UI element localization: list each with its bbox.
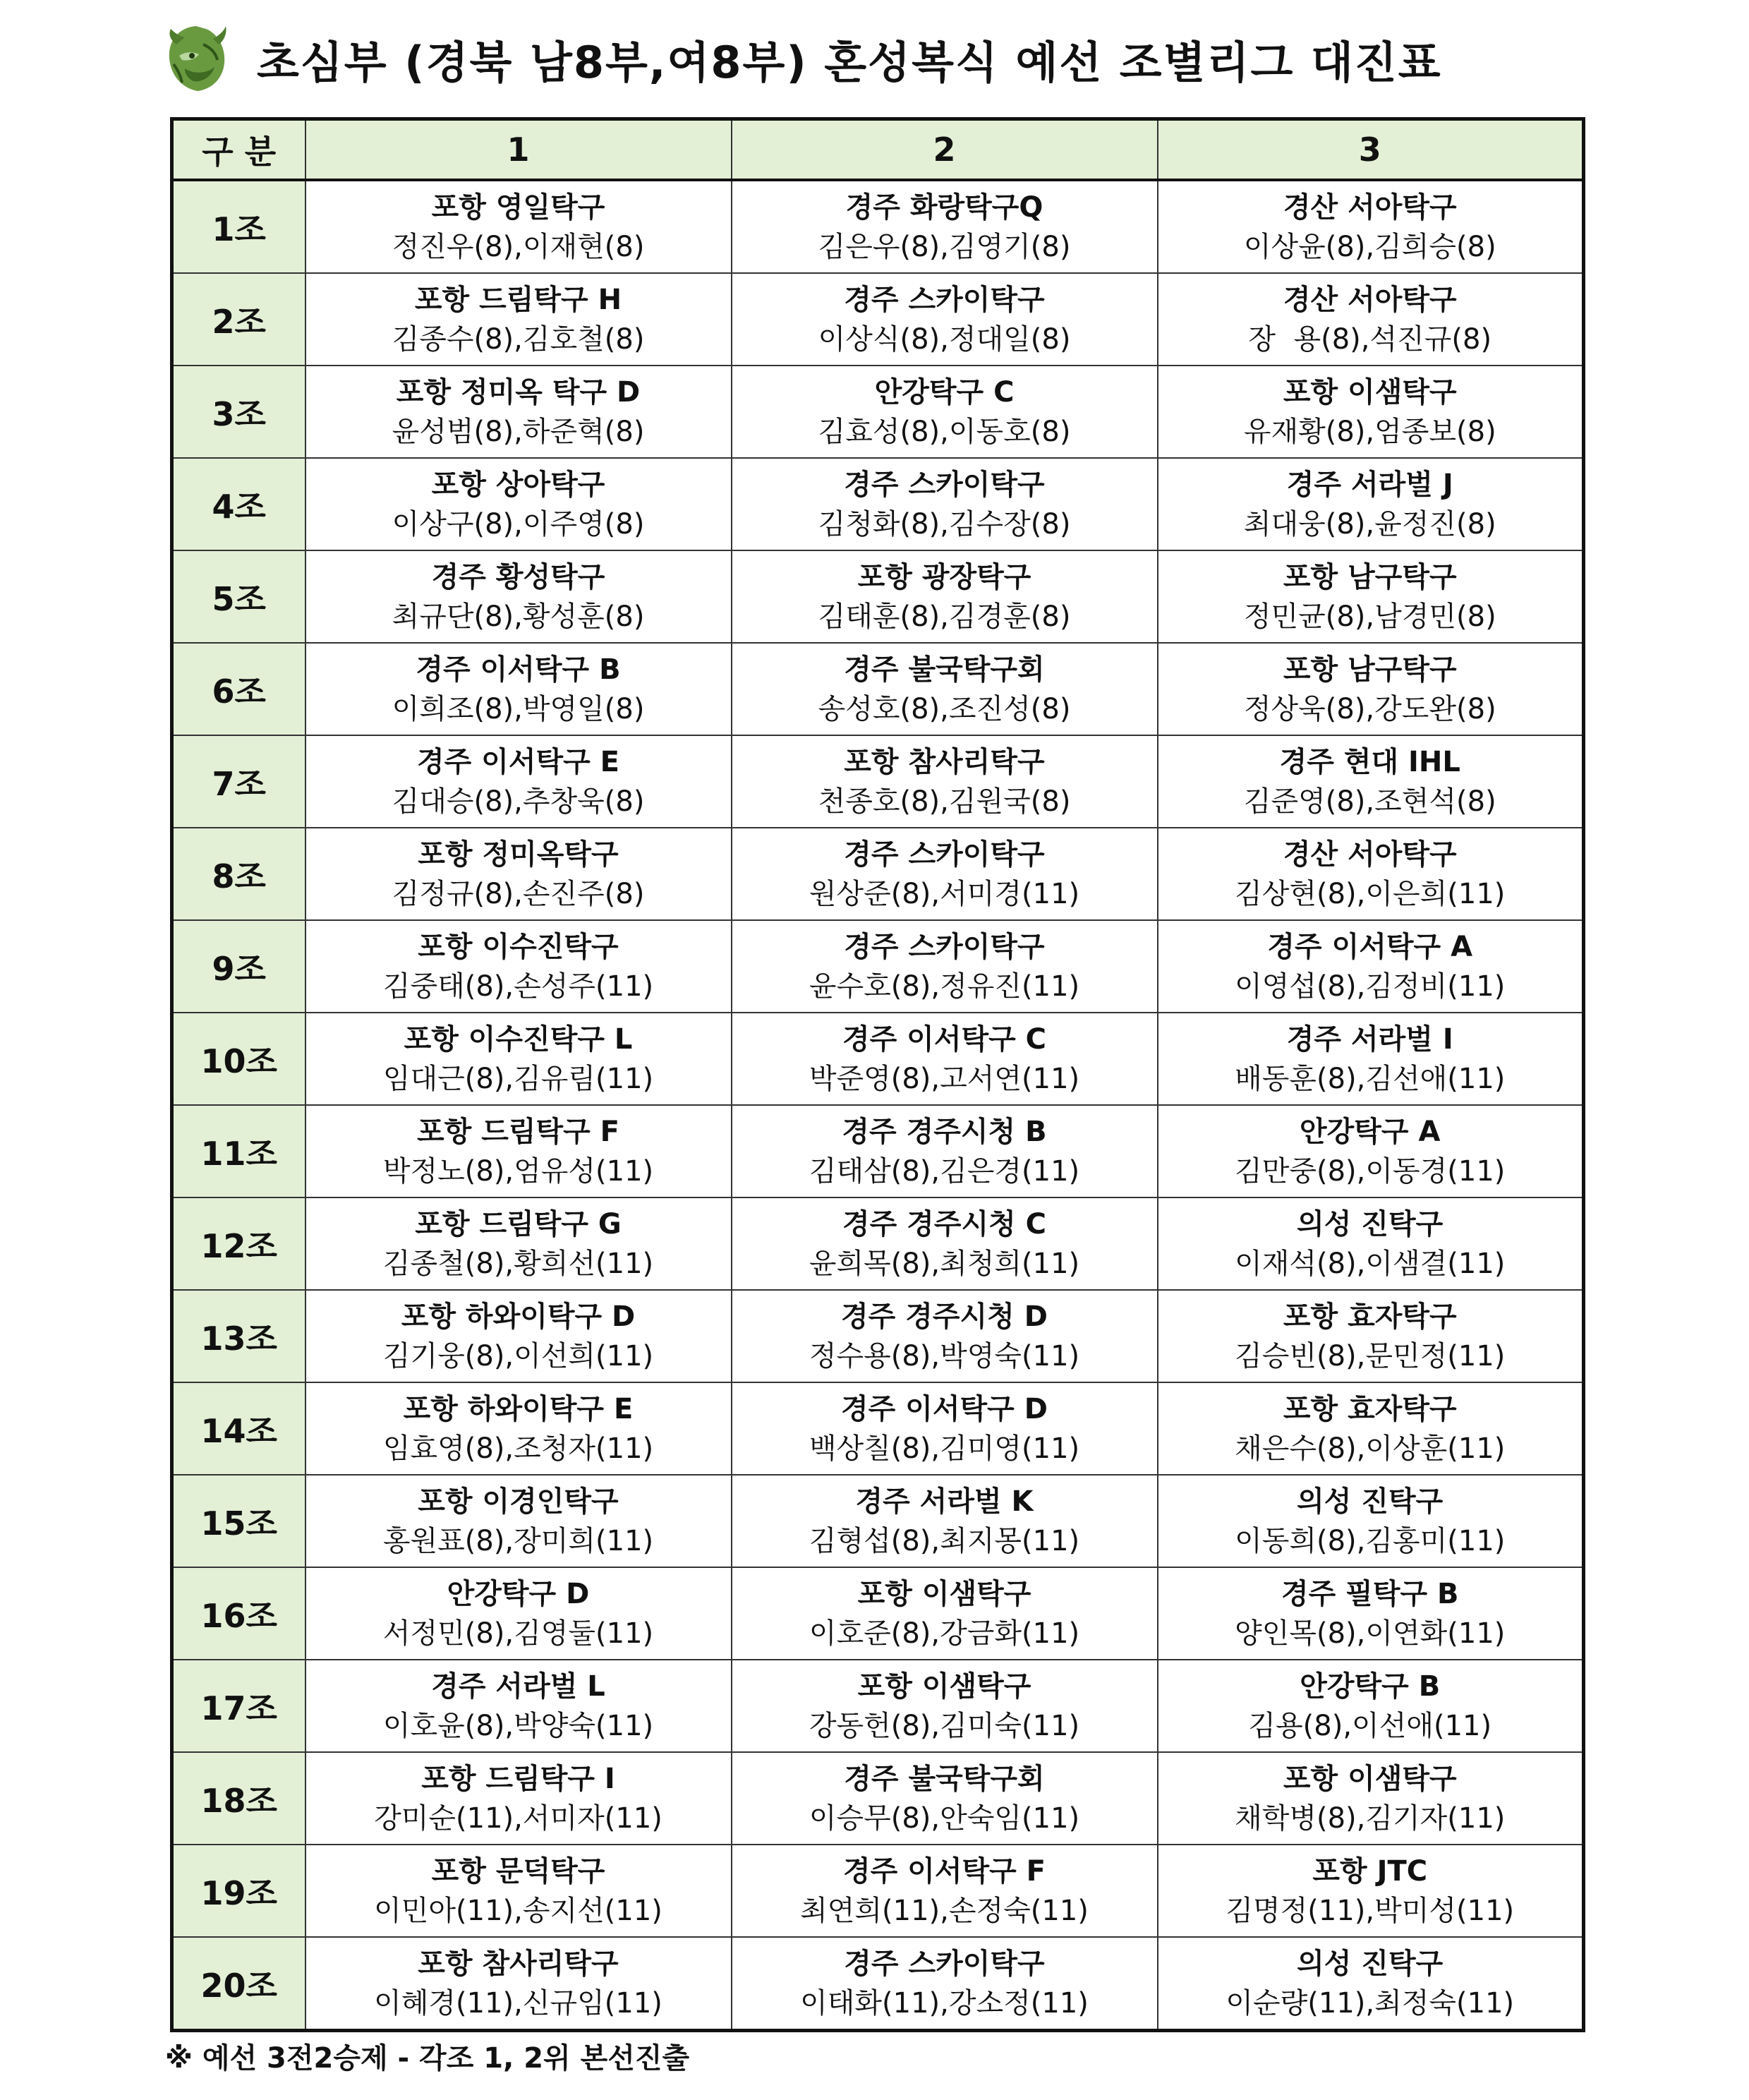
team-cell bbox=[732, 1382, 1158, 1475]
player-pair: 김중태(8),손성주(11) bbox=[382, 970, 654, 1003]
team-cell bbox=[732, 828, 1158, 920]
team-cell bbox=[732, 366, 1158, 458]
player-pair: 이호준(8),강금화(11) bbox=[809, 1617, 1080, 1650]
group-label: 7조 bbox=[172, 735, 305, 828]
player-pair: 이재석(8),이샘결(11) bbox=[1235, 1247, 1506, 1280]
table-row bbox=[172, 828, 1584, 920]
team-cell bbox=[305, 1105, 732, 1197]
player-pair: 정민균(8),남경민(8) bbox=[1243, 600, 1496, 633]
table-row bbox=[172, 1845, 1584, 1937]
team-cell bbox=[305, 366, 732, 458]
table-row bbox=[172, 180, 1584, 273]
player-pair: 최대웅(8),윤정진(8) bbox=[1243, 507, 1496, 541]
team-name: 포항 영일탁구 bbox=[431, 191, 605, 224]
team-cell bbox=[305, 180, 732, 273]
player-pair: 이호윤(8),박양숙(11) bbox=[382, 1709, 654, 1742]
team-name: 경주 경주시청 B bbox=[842, 1115, 1047, 1148]
column-header-division: 구 분 bbox=[172, 119, 305, 181]
group-label: 4조 bbox=[172, 458, 305, 550]
team-name: 경주 서라벌 J bbox=[1286, 468, 1453, 501]
team-name: 포항 이샘탁구 bbox=[857, 1670, 1031, 1703]
team-cell bbox=[732, 1013, 1158, 1105]
team-cell bbox=[305, 458, 732, 550]
table-row bbox=[172, 1567, 1584, 1660]
group-label: 10조 bbox=[172, 1013, 305, 1105]
group-label: 2조 bbox=[172, 273, 305, 366]
team-cell bbox=[732, 1567, 1158, 1660]
table-header-row bbox=[172, 119, 1584, 181]
team-cell bbox=[305, 1290, 732, 1382]
group-label: 8조 bbox=[172, 828, 305, 920]
player-pair: 김종수(8),김호철(8) bbox=[392, 322, 645, 356]
team-name: 포항 드림탁구 F bbox=[416, 1115, 619, 1148]
team-cell bbox=[1158, 1752, 1584, 1845]
group-label: 19조 bbox=[172, 1845, 305, 1937]
team-name: 포항 정미옥탁구 bbox=[418, 838, 619, 871]
team-cell bbox=[1158, 920, 1584, 1013]
table-row bbox=[172, 920, 1584, 1013]
player-pair: 정진우(8),이재현(8) bbox=[392, 230, 645, 263]
page-header bbox=[164, 13, 1442, 104]
player-pair: 채학병(8),김기자(11) bbox=[1235, 1802, 1506, 1835]
footnote: ※ 예선 3전2승제 - 각조 1, 2위 본선진출 bbox=[165, 2042, 690, 2075]
team-name: 포항 드림탁구 G bbox=[415, 1207, 622, 1241]
team-name: 경주 스카이탁구 bbox=[844, 1947, 1045, 1980]
team-cell bbox=[305, 273, 732, 366]
team-cell bbox=[1158, 1382, 1584, 1475]
player-pair: 이상구(8),이주영(8) bbox=[392, 507, 645, 541]
team-cell bbox=[305, 1382, 732, 1475]
player-pair: 이혜경(11),신규임(11) bbox=[374, 1986, 662, 2020]
team-name: 포항 드림탁구 H bbox=[414, 283, 622, 316]
team-name: 경주 스카이탁구 bbox=[844, 930, 1045, 963]
team-name: 포항 하와이탁구 D bbox=[401, 1300, 636, 1333]
table-row bbox=[172, 1290, 1584, 1382]
team-cell bbox=[305, 550, 732, 643]
team-cell bbox=[1158, 1197, 1584, 1290]
team-name: 경주 불국탁구회 bbox=[844, 1762, 1045, 1795]
player-pair: 김태삼(8),김은경(11) bbox=[809, 1154, 1080, 1188]
team-name: 의성 진탁구 bbox=[1297, 1207, 1444, 1241]
team-cell bbox=[732, 1197, 1158, 1290]
team-name: 포항 하와이탁구 E bbox=[403, 1392, 634, 1425]
player-pair: 이상윤(8),김희승(8) bbox=[1243, 230, 1496, 263]
player-pair: 김준영(8),조현석(8) bbox=[1243, 785, 1496, 818]
team-name: 경주 이서탁구 B bbox=[416, 653, 621, 686]
team-name: 경주 스카이탁구 bbox=[844, 283, 1045, 316]
team-name: 포항 정미옥 탁구 D bbox=[396, 375, 641, 409]
team-cell bbox=[732, 273, 1158, 366]
team-cell bbox=[305, 1475, 732, 1567]
league-bracket-table bbox=[170, 117, 1585, 2032]
table-row bbox=[172, 1013, 1584, 1105]
team-name: 안강탁구 B bbox=[1300, 1670, 1441, 1703]
player-pair: 김청화(8),김수장(8) bbox=[818, 507, 1071, 541]
team-name: 포항 상아탁구 bbox=[431, 468, 605, 501]
team-cell bbox=[732, 643, 1158, 735]
team-name: 경주 이서탁구 D bbox=[841, 1392, 1048, 1425]
group-label: 16조 bbox=[172, 1567, 305, 1660]
table-row bbox=[172, 458, 1584, 550]
team-cell bbox=[732, 920, 1158, 1013]
group-label: 6조 bbox=[172, 643, 305, 735]
table-row bbox=[172, 1105, 1584, 1197]
player-pair: 강미순(11),서미자(11) bbox=[374, 1802, 662, 1835]
team-name: 경주 스카이탁구 bbox=[844, 838, 1045, 871]
team-name: 의성 진탁구 bbox=[1297, 1947, 1444, 1980]
table-row bbox=[172, 273, 1584, 366]
team-name: 안강탁구 D bbox=[447, 1577, 590, 1610]
team-cell bbox=[305, 1752, 732, 1845]
team-name: 경주 필탁구 B bbox=[1281, 1577, 1459, 1610]
team-name: 경주 서라벌 L bbox=[431, 1670, 605, 1703]
group-label: 5조 bbox=[172, 550, 305, 643]
table-row bbox=[172, 643, 1584, 735]
player-pair: 정상욱(8),강도완(8) bbox=[1243, 692, 1496, 725]
team-cell bbox=[305, 643, 732, 735]
player-pair: 임대근(8),김유림(11) bbox=[382, 1062, 654, 1095]
player-pair: 양인목(8),이연화(11) bbox=[1235, 1617, 1506, 1650]
team-cell bbox=[1158, 1013, 1584, 1105]
team-name: 포항 이수진탁구 L bbox=[404, 1022, 633, 1056]
player-pair: 이순량(11),최정숙(11) bbox=[1225, 1986, 1515, 2020]
player-pair: 윤성범(8),하준혁(8) bbox=[392, 415, 645, 448]
player-pair: 김만중(8),이동경(11) bbox=[1235, 1154, 1506, 1188]
team-name: 포항 이샘탁구 bbox=[857, 1577, 1031, 1610]
team-cell bbox=[305, 1845, 732, 1937]
team-name: 포항 이수진탁구 bbox=[418, 930, 619, 963]
team-cell bbox=[732, 550, 1158, 643]
column-header-3: 3 bbox=[1158, 119, 1584, 181]
group-label: 14조 bbox=[172, 1382, 305, 1475]
team-name: 포항 드림탁구 I bbox=[421, 1762, 615, 1795]
team-name: 경주 화랑탁구Q bbox=[845, 191, 1043, 224]
table-row bbox=[172, 1197, 1584, 1290]
team-name: 안강탁구 A bbox=[1300, 1115, 1441, 1148]
team-cell bbox=[732, 1290, 1158, 1382]
player-pair: 김은우(8),김영기(8) bbox=[818, 230, 1071, 263]
team-name: 경주 현대 IHL bbox=[1279, 745, 1460, 778]
team-cell bbox=[732, 180, 1158, 273]
table-row bbox=[172, 1475, 1584, 1567]
team-name: 경주 이서탁구 C bbox=[842, 1022, 1047, 1056]
team-cell bbox=[305, 1197, 732, 1290]
bracket-body bbox=[172, 180, 1584, 2031]
team-cell bbox=[1158, 1937, 1584, 2031]
team-cell bbox=[732, 1752, 1158, 1845]
team-name: 포항 효자탁구 bbox=[1283, 1392, 1457, 1425]
team-cell bbox=[1158, 366, 1584, 458]
player-pair: 장 용(8),석진규(8) bbox=[1248, 322, 1492, 356]
player-pair: 이태화(11),강소정(11) bbox=[800, 1986, 1089, 2020]
player-pair: 서정민(8),김영둘(11) bbox=[382, 1617, 654, 1650]
player-pair: 채은수(8),이상훈(11) bbox=[1235, 1432, 1506, 1465]
player-pair: 이희조(8),박영일(8) bbox=[392, 692, 645, 725]
team-name: 포항 광장탁구 bbox=[857, 560, 1031, 593]
player-pair: 최연희(11),손정숙(11) bbox=[800, 1894, 1089, 1927]
team-cell bbox=[305, 920, 732, 1013]
team-name: 포항 참사리탁구 bbox=[844, 745, 1045, 778]
player-pair: 이영섭(8),김정비(11) bbox=[1235, 970, 1506, 1003]
team-cell bbox=[305, 1937, 732, 2031]
dragon-head-icon bbox=[164, 23, 229, 94]
player-pair: 백상칠(8),김미영(11) bbox=[809, 1432, 1080, 1465]
player-pair: 이민아(11),송지선(11) bbox=[374, 1894, 662, 1927]
team-name: 경주 스카이탁구 bbox=[844, 468, 1045, 501]
team-name: 경산 서아탁구 bbox=[1283, 838, 1457, 871]
team-cell bbox=[1158, 458, 1584, 550]
team-cell bbox=[732, 735, 1158, 828]
player-pair: 김상현(8),이은희(11) bbox=[1235, 877, 1506, 910]
team-cell bbox=[305, 1013, 732, 1105]
player-pair: 김형섭(8),최지몽(11) bbox=[809, 1524, 1080, 1557]
team-cell bbox=[1158, 643, 1584, 735]
player-pair: 이승무(8),안숙임(11) bbox=[809, 1802, 1080, 1835]
table-row bbox=[172, 735, 1584, 828]
team-name: 경주 이서탁구 A bbox=[1267, 930, 1473, 963]
team-name: 포항 이샘탁구 bbox=[1283, 1762, 1457, 1795]
group-label: 13조 bbox=[172, 1290, 305, 1382]
team-name: 안강탁구 C bbox=[874, 375, 1015, 409]
group-label: 1조 bbox=[172, 180, 305, 273]
player-pair: 김명정(11),박미성(11) bbox=[1225, 1894, 1515, 1927]
table-row bbox=[172, 1937, 1584, 2031]
team-name: 포항 남구탁구 bbox=[1283, 653, 1457, 686]
team-name: 의성 진탁구 bbox=[1297, 1485, 1444, 1518]
team-name: 경산 서아탁구 bbox=[1283, 283, 1457, 316]
team-cell bbox=[1158, 828, 1584, 920]
player-pair: 이상식(8),정대일(8) bbox=[818, 322, 1071, 356]
player-pair: 김태훈(8),김경훈(8) bbox=[818, 600, 1071, 633]
table-row bbox=[172, 1660, 1584, 1752]
team-name: 경주 이서탁구 F bbox=[842, 1854, 1046, 1888]
team-cell bbox=[732, 1937, 1158, 2031]
team-cell bbox=[305, 1660, 732, 1752]
team-name: 포항 이샘탁구 bbox=[1283, 375, 1457, 409]
player-pair: 김승빈(8),문민정(11) bbox=[1235, 1339, 1506, 1372]
player-pair: 강동헌(8),김미숙(11) bbox=[809, 1709, 1080, 1742]
table-row bbox=[172, 366, 1584, 458]
player-pair: 배동훈(8),김선애(11) bbox=[1235, 1062, 1506, 1095]
player-pair: 김효성(8),이동호(8) bbox=[818, 415, 1071, 448]
player-pair: 송성호(8),조진성(8) bbox=[818, 692, 1071, 725]
team-cell bbox=[732, 1845, 1158, 1937]
group-label: 15조 bbox=[172, 1475, 305, 1567]
player-pair: 김종철(8),황희선(11) bbox=[382, 1247, 654, 1280]
team-name: 포항 참사리탁구 bbox=[418, 1947, 619, 1980]
team-cell bbox=[1158, 273, 1584, 366]
team-cell bbox=[1158, 735, 1584, 828]
team-cell bbox=[732, 1105, 1158, 1197]
team-name: 포항 남구탁구 bbox=[1283, 560, 1457, 593]
team-name: 경주 이서탁구 E bbox=[416, 745, 619, 778]
team-name: 경주 경주시청 D bbox=[841, 1300, 1048, 1333]
team-cell bbox=[305, 735, 732, 828]
group-label: 3조 bbox=[172, 366, 305, 458]
table-row bbox=[172, 550, 1584, 643]
team-name: 경주 서라벌 K bbox=[855, 1485, 1034, 1518]
group-label: 17조 bbox=[172, 1660, 305, 1752]
player-pair: 김정규(8),손진주(8) bbox=[392, 877, 645, 910]
team-cell bbox=[1158, 1660, 1584, 1752]
team-name: 포항 JTC bbox=[1312, 1854, 1428, 1888]
team-name: 포항 효자탁구 bbox=[1283, 1300, 1457, 1333]
player-pair: 김대승(8),추창욱(8) bbox=[392, 785, 645, 818]
table-row bbox=[172, 1382, 1584, 1475]
player-pair: 박정노(8),엄유성(11) bbox=[382, 1154, 654, 1188]
team-cell bbox=[1158, 1845, 1584, 1937]
group-label: 20조 bbox=[172, 1937, 305, 2031]
player-pair: 박준영(8),고서연(11) bbox=[809, 1062, 1080, 1095]
team-cell bbox=[1158, 1567, 1584, 1660]
player-pair: 천종호(8),김원국(8) bbox=[818, 785, 1071, 818]
team-name: 경주 서라벌 I bbox=[1286, 1022, 1453, 1056]
player-pair: 윤희목(8),최청희(11) bbox=[809, 1247, 1080, 1280]
player-pair: 최규단(8),황성훈(8) bbox=[392, 600, 645, 633]
team-cell bbox=[1158, 550, 1584, 643]
player-pair: 유재황(8),엄종보(8) bbox=[1243, 415, 1496, 448]
table-row bbox=[172, 1752, 1584, 1845]
player-pair: 정수용(8),박영숙(11) bbox=[809, 1339, 1080, 1372]
player-pair: 임효영(8),조청자(11) bbox=[382, 1432, 654, 1465]
player-pair: 김용(8),이선애(11) bbox=[1248, 1709, 1492, 1742]
group-label: 11조 bbox=[172, 1105, 305, 1197]
player-pair: 원상준(8),서미경(11) bbox=[809, 877, 1080, 910]
player-pair: 윤수호(8),정유진(11) bbox=[809, 970, 1080, 1003]
team-name: 경주 경주시청 C bbox=[842, 1207, 1047, 1241]
team-name: 경산 서아탁구 bbox=[1283, 191, 1457, 224]
team-name: 포항 이경인탁구 bbox=[418, 1485, 619, 1518]
page-title: 초심부 (경북 남8부,여8부) 혼성복식 예선 조별리그 대진표 bbox=[257, 36, 1442, 88]
player-pair: 홍원표(8),장미희(11) bbox=[382, 1524, 654, 1557]
team-cell bbox=[732, 1475, 1158, 1567]
team-cell bbox=[305, 828, 732, 920]
player-pair: 이동희(8),김홍미(11) bbox=[1235, 1524, 1506, 1557]
team-name: 경주 황성탁구 bbox=[431, 560, 605, 593]
team-cell bbox=[305, 1567, 732, 1660]
team-name: 포항 문덕탁구 bbox=[431, 1854, 605, 1888]
team-name: 경주 불국탁구회 bbox=[844, 653, 1045, 686]
team-cell bbox=[1158, 1105, 1584, 1197]
team-cell bbox=[732, 458, 1158, 550]
group-label: 18조 bbox=[172, 1752, 305, 1845]
team-cell bbox=[732, 1660, 1158, 1752]
group-label: 12조 bbox=[172, 1197, 305, 1290]
team-cell bbox=[1158, 1290, 1584, 1382]
column-header-2: 2 bbox=[732, 119, 1158, 181]
column-header-1: 1 bbox=[305, 119, 732, 181]
player-pair: 김기웅(8),이선희(11) bbox=[382, 1339, 654, 1372]
group-label: 9조 bbox=[172, 920, 305, 1013]
team-cell bbox=[1158, 180, 1584, 273]
team-cell bbox=[1158, 1475, 1584, 1567]
